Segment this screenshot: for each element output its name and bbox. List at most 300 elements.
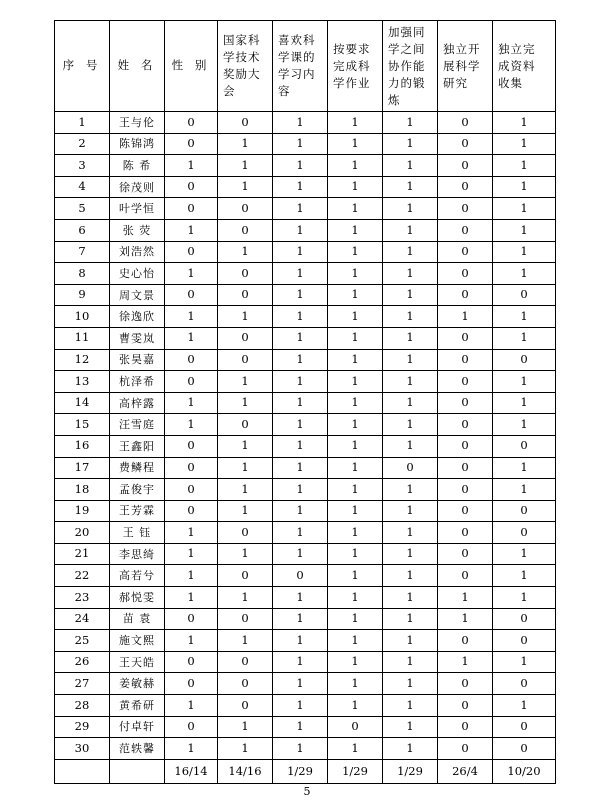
column-header-line: 学之间 [388,41,426,56]
value-cell: 0 [438,176,493,198]
value-cell: 1 [493,306,556,328]
table-footer [55,759,556,783]
value-cell: 1 [273,522,328,544]
total-cell: 26/4 [438,759,493,783]
column-header-line: 国家科 [223,33,261,47]
table-row [55,349,556,371]
table-row [55,479,556,501]
value-cell: 0 [493,716,556,738]
table-row [55,738,556,760]
student-name-cell: 史心怡 [110,263,165,285]
table-row [55,565,556,587]
value-cell: 1 [328,457,383,479]
value-cell: 1 [328,543,383,565]
value-cell: 1 [493,695,556,717]
totals-row [55,759,556,783]
value-cell: 0 [218,695,273,717]
value-cell: 0 [218,112,273,134]
value-cell: 1 [383,543,438,565]
value-cell: 0 [165,435,218,457]
value-cell: 1 [218,738,273,760]
table-row [55,306,556,328]
page-number: 5 [303,785,311,798]
value-cell: 1 [383,198,438,220]
value-cell: 0 [438,673,493,695]
column-header-line: 完成科 [333,58,371,73]
value-cell: 1 [493,263,556,285]
value-cell: 1 [165,522,218,544]
student-name-cell: 汪雪庭 [110,414,165,436]
value-cell: 1 [328,392,383,414]
column-header-line: 会 [223,84,236,98]
value-cell: 1 [383,133,438,155]
value-cell: 0 [438,738,493,760]
value-cell: 1 [383,414,438,436]
value-cell: 0 [438,371,493,393]
value-cell: 1 [328,155,383,177]
row-number-cell: 8 [55,263,110,285]
value-cell: 0 [438,479,493,501]
value-cell: 1 [328,738,383,760]
value-cell: 1 [383,565,438,587]
row-number-cell: 1 [55,112,110,134]
student-name-cell: 高梓露 [110,392,165,414]
value-cell: 1 [493,543,556,565]
column-header-line: 学课的 [278,50,316,64]
total-cell: 16/14 [165,759,218,783]
value-cell: 1 [383,176,438,198]
column-header-line: 学习内 [278,67,316,81]
value-cell: 0 [438,435,493,457]
value-cell: 0 [273,565,328,587]
value-cell: 0 [493,500,556,522]
value-cell: 1 [328,500,383,522]
student-name-cell: 姜敏赫 [110,673,165,695]
column-header [110,21,165,112]
column-header [273,21,328,112]
row-number-cell: 20 [55,522,110,544]
student-name-cell: 苗 袁 [110,608,165,630]
table-row [55,263,556,285]
value-cell: 1 [493,112,556,134]
value-cell: 1 [165,155,218,177]
value-cell: 0 [438,565,493,587]
table-row [55,198,556,220]
value-cell: 1 [493,219,556,241]
value-cell: 0 [218,522,273,544]
value-cell: 0 [383,457,438,479]
value-cell: 1 [328,630,383,652]
value-cell: 1 [273,738,328,760]
value-cell: 0 [218,327,273,349]
row-number-cell: 3 [55,155,110,177]
value-cell: 1 [328,198,383,220]
value-cell: 0 [328,716,383,738]
row-number-cell: 6 [55,219,110,241]
value-cell: 1 [218,133,273,155]
value-cell: 1 [218,155,273,177]
value-cell: 1 [383,349,438,371]
value-cell: 1 [328,327,383,349]
value-cell: 1 [165,630,218,652]
value-cell: 1 [165,414,218,436]
table-row [55,133,556,155]
table-row [55,414,556,436]
value-cell: 1 [383,392,438,414]
table-row [55,392,556,414]
value-cell: 1 [328,673,383,695]
value-cell: 0 [218,608,273,630]
value-cell: 1 [273,306,328,328]
value-cell: 1 [493,457,556,479]
column-header-line: 收集 [498,75,523,90]
table-row [55,219,556,241]
row-number-cell: 13 [55,371,110,393]
column-header-line: 加强同 [388,24,426,39]
value-cell: 1 [328,587,383,609]
value-cell: 1 [493,155,556,177]
value-cell: 0 [438,716,493,738]
value-cell: 1 [493,651,556,673]
value-cell: 1 [493,133,556,155]
value-cell: 1 [165,392,218,414]
value-cell: 1 [383,500,438,522]
table-row [55,176,556,198]
table-row [55,543,556,565]
value-cell: 1 [383,630,438,652]
student-name-cell: 陈 希 [110,155,165,177]
value-cell: 1 [328,479,383,501]
value-cell: 0 [218,284,273,306]
survey-table [54,20,556,784]
column-header-line: 容 [278,84,291,98]
student-name-cell: 费鳞程 [110,457,165,479]
value-cell: 1 [383,284,438,306]
table-row [55,630,556,652]
student-name-cell: 陈锦鸿 [110,133,165,155]
student-name-cell: 刘浩然 [110,241,165,263]
value-cell: 1 [328,414,383,436]
value-cell: 0 [438,349,493,371]
value-cell: 0 [493,738,556,760]
value-cell: 1 [165,306,218,328]
student-name-cell: 张 荧 [110,219,165,241]
value-cell: 1 [383,327,438,349]
value-cell: 1 [273,414,328,436]
column-header-line: 学技术 [223,50,261,64]
value-cell: 0 [218,349,273,371]
value-cell: 1 [218,500,273,522]
value-cell: 1 [328,608,383,630]
column-header-line: 独立开 [443,41,481,56]
value-cell: 1 [383,738,438,760]
value-cell: 1 [328,176,383,198]
student-name-cell: 杭泽希 [110,371,165,393]
row-number-cell: 11 [55,327,110,349]
value-cell: 0 [165,198,218,220]
table-header [55,21,556,112]
value-cell: 0 [218,651,273,673]
table-row [55,327,556,349]
value-cell: 0 [165,349,218,371]
student-name-cell: 王 钰 [110,522,165,544]
value-cell: 1 [218,587,273,609]
value-cell: 0 [165,608,218,630]
value-cell: 1 [273,263,328,285]
student-name-cell: 王与伦 [110,112,165,134]
column-header-line: 力的锻 [388,75,426,90]
value-cell: 1 [383,112,438,134]
value-cell: 0 [438,219,493,241]
value-cell: 1 [273,630,328,652]
value-cell: 1 [328,133,383,155]
value-cell: 0 [438,241,493,263]
table-row [55,284,556,306]
value-cell: 0 [438,112,493,134]
value-cell: 1 [383,651,438,673]
row-number-cell: 22 [55,565,110,587]
value-cell: 1 [383,435,438,457]
value-cell: 1 [273,155,328,177]
value-cell: 0 [165,673,218,695]
value-cell: 1 [438,587,493,609]
student-name-cell: 李思绮 [110,543,165,565]
row-number-cell: 18 [55,479,110,501]
value-cell: 0 [438,695,493,717]
column-header [383,21,438,112]
column-header [438,21,493,112]
value-cell: 0 [493,349,556,371]
value-cell: 1 [438,651,493,673]
value-cell: 1 [218,716,273,738]
value-cell: 1 [218,630,273,652]
value-cell: 1 [165,587,218,609]
value-cell: 0 [438,522,493,544]
value-cell: 1 [493,371,556,393]
row-number-cell: 21 [55,543,110,565]
value-cell: 0 [165,651,218,673]
row-number-cell: 4 [55,176,110,198]
value-cell: 1 [383,608,438,630]
student-name-cell: 徐茂则 [110,176,165,198]
value-cell: 1 [383,263,438,285]
value-cell: 1 [273,241,328,263]
column-header-line: 独立完 [498,41,536,56]
value-cell: 0 [438,500,493,522]
value-cell: 0 [218,414,273,436]
value-cell: 0 [218,565,273,587]
row-number-cell: 29 [55,716,110,738]
column-header-line: 姓 名 [117,58,157,73]
student-name-cell: 孟俊宇 [110,479,165,501]
value-cell: 1 [273,284,328,306]
value-cell: 1 [328,219,383,241]
value-cell: 0 [165,112,218,134]
row-number-cell: 30 [55,738,110,760]
table-row [55,500,556,522]
value-cell: 0 [493,522,556,544]
value-cell: 1 [273,133,328,155]
total-cell: 10/20 [493,759,556,783]
value-cell: 1 [383,587,438,609]
value-cell: 1 [165,263,218,285]
student-name-cell: 张昊嘉 [110,349,165,371]
column-header-line: 性 别 [171,58,211,73]
value-cell: 0 [493,284,556,306]
value-cell: 0 [165,371,218,393]
value-cell: 1 [383,479,438,501]
total-cell [55,759,110,783]
value-cell: 0 [218,219,273,241]
value-cell: 0 [493,630,556,652]
value-cell: 1 [273,392,328,414]
value-cell: 0 [165,133,218,155]
value-cell: 1 [328,435,383,457]
value-cell: 1 [273,695,328,717]
value-cell: 1 [493,565,556,587]
value-cell: 1 [328,112,383,134]
total-cell: 1/29 [383,759,438,783]
value-cell: 0 [438,392,493,414]
value-cell: 1 [165,543,218,565]
value-cell: 1 [273,112,328,134]
value-cell: 0 [438,414,493,436]
value-cell: 0 [218,198,273,220]
value-cell: 1 [273,716,328,738]
value-cell: 1 [218,543,273,565]
column-header [328,21,383,112]
student-name-cell: 高若兮 [110,565,165,587]
value-cell: 0 [218,263,273,285]
value-cell: 1 [273,371,328,393]
value-cell: 0 [165,479,218,501]
value-cell: 1 [383,673,438,695]
value-cell: 1 [328,306,383,328]
value-cell: 1 [165,565,218,587]
total-cell: 1/29 [328,759,383,783]
value-cell: 1 [383,716,438,738]
value-cell: 1 [165,695,218,717]
value-cell: 1 [273,673,328,695]
student-name-cell: 郝悦雯 [110,587,165,609]
column-header [55,21,110,112]
value-cell: 1 [273,457,328,479]
row-number-cell: 5 [55,198,110,220]
value-cell: 1 [383,371,438,393]
value-cell: 1 [218,457,273,479]
column-header-line: 炼 [388,92,401,107]
row-number-cell: 27 [55,673,110,695]
column-header-line: 学作业 [333,75,371,90]
value-cell: 0 [493,673,556,695]
column-header [218,21,273,112]
row-number-cell: 12 [55,349,110,371]
value-cell: 0 [165,176,218,198]
value-cell: 0 [165,716,218,738]
value-cell: 1 [273,327,328,349]
value-cell: 1 [218,176,273,198]
value-cell: 1 [273,435,328,457]
value-cell: 1 [273,543,328,565]
value-cell: 1 [493,176,556,198]
value-cell: 0 [165,284,218,306]
value-cell: 0 [438,263,493,285]
value-cell: 1 [328,695,383,717]
table-row [55,695,556,717]
student-name-cell: 王鑫阳 [110,435,165,457]
value-cell: 0 [438,457,493,479]
value-cell: 0 [218,673,273,695]
value-cell: 1 [383,241,438,263]
value-cell: 1 [438,608,493,630]
student-name-cell: 王芳霖 [110,500,165,522]
row-number-cell: 19 [55,500,110,522]
student-name-cell: 曹雯岚 [110,327,165,349]
table-row [55,371,556,393]
value-cell: 0 [165,241,218,263]
row-number-cell: 17 [55,457,110,479]
column-header-line: 协作能 [388,58,426,73]
value-cell: 1 [328,284,383,306]
row-number-cell: 28 [55,695,110,717]
value-cell: 1 [273,608,328,630]
table-row [55,651,556,673]
table-row [55,587,556,609]
value-cell: 0 [438,198,493,220]
student-name-cell: 周文景 [110,284,165,306]
value-cell: 1 [383,695,438,717]
row-number-cell: 23 [55,587,110,609]
value-cell: 0 [438,543,493,565]
value-cell: 1 [273,219,328,241]
row-number-cell: 9 [55,284,110,306]
value-cell: 0 [493,435,556,457]
value-cell: 1 [165,219,218,241]
value-cell: 0 [438,155,493,177]
student-name-cell: 范轶馨 [110,738,165,760]
value-cell: 0 [165,500,218,522]
value-cell: 1 [218,435,273,457]
value-cell: 1 [328,651,383,673]
value-cell: 1 [273,198,328,220]
value-cell: 0 [438,284,493,306]
header-row [55,21,556,112]
value-cell: 1 [165,327,218,349]
column-header-line: 展科学 [443,58,481,73]
total-cell [110,759,165,783]
column-header-line: 奖励大 [223,67,261,81]
value-cell: 1 [493,479,556,501]
table-row [55,112,556,134]
column-header-line: 研究 [443,75,468,90]
value-cell: 1 [273,176,328,198]
value-cell: 1 [218,371,273,393]
value-cell: 1 [328,241,383,263]
value-cell: 1 [493,241,556,263]
student-name-cell: 黄希研 [110,695,165,717]
value-cell: 1 [493,198,556,220]
row-number-cell: 7 [55,241,110,263]
value-cell: 1 [383,306,438,328]
student-name-cell: 王天皓 [110,651,165,673]
value-cell: 0 [438,630,493,652]
value-cell: 0 [493,608,556,630]
value-cell: 1 [383,155,438,177]
value-cell: 0 [438,327,493,349]
student-name-cell: 徐逸欣 [110,306,165,328]
row-number-cell: 26 [55,651,110,673]
row-number-cell: 14 [55,392,110,414]
